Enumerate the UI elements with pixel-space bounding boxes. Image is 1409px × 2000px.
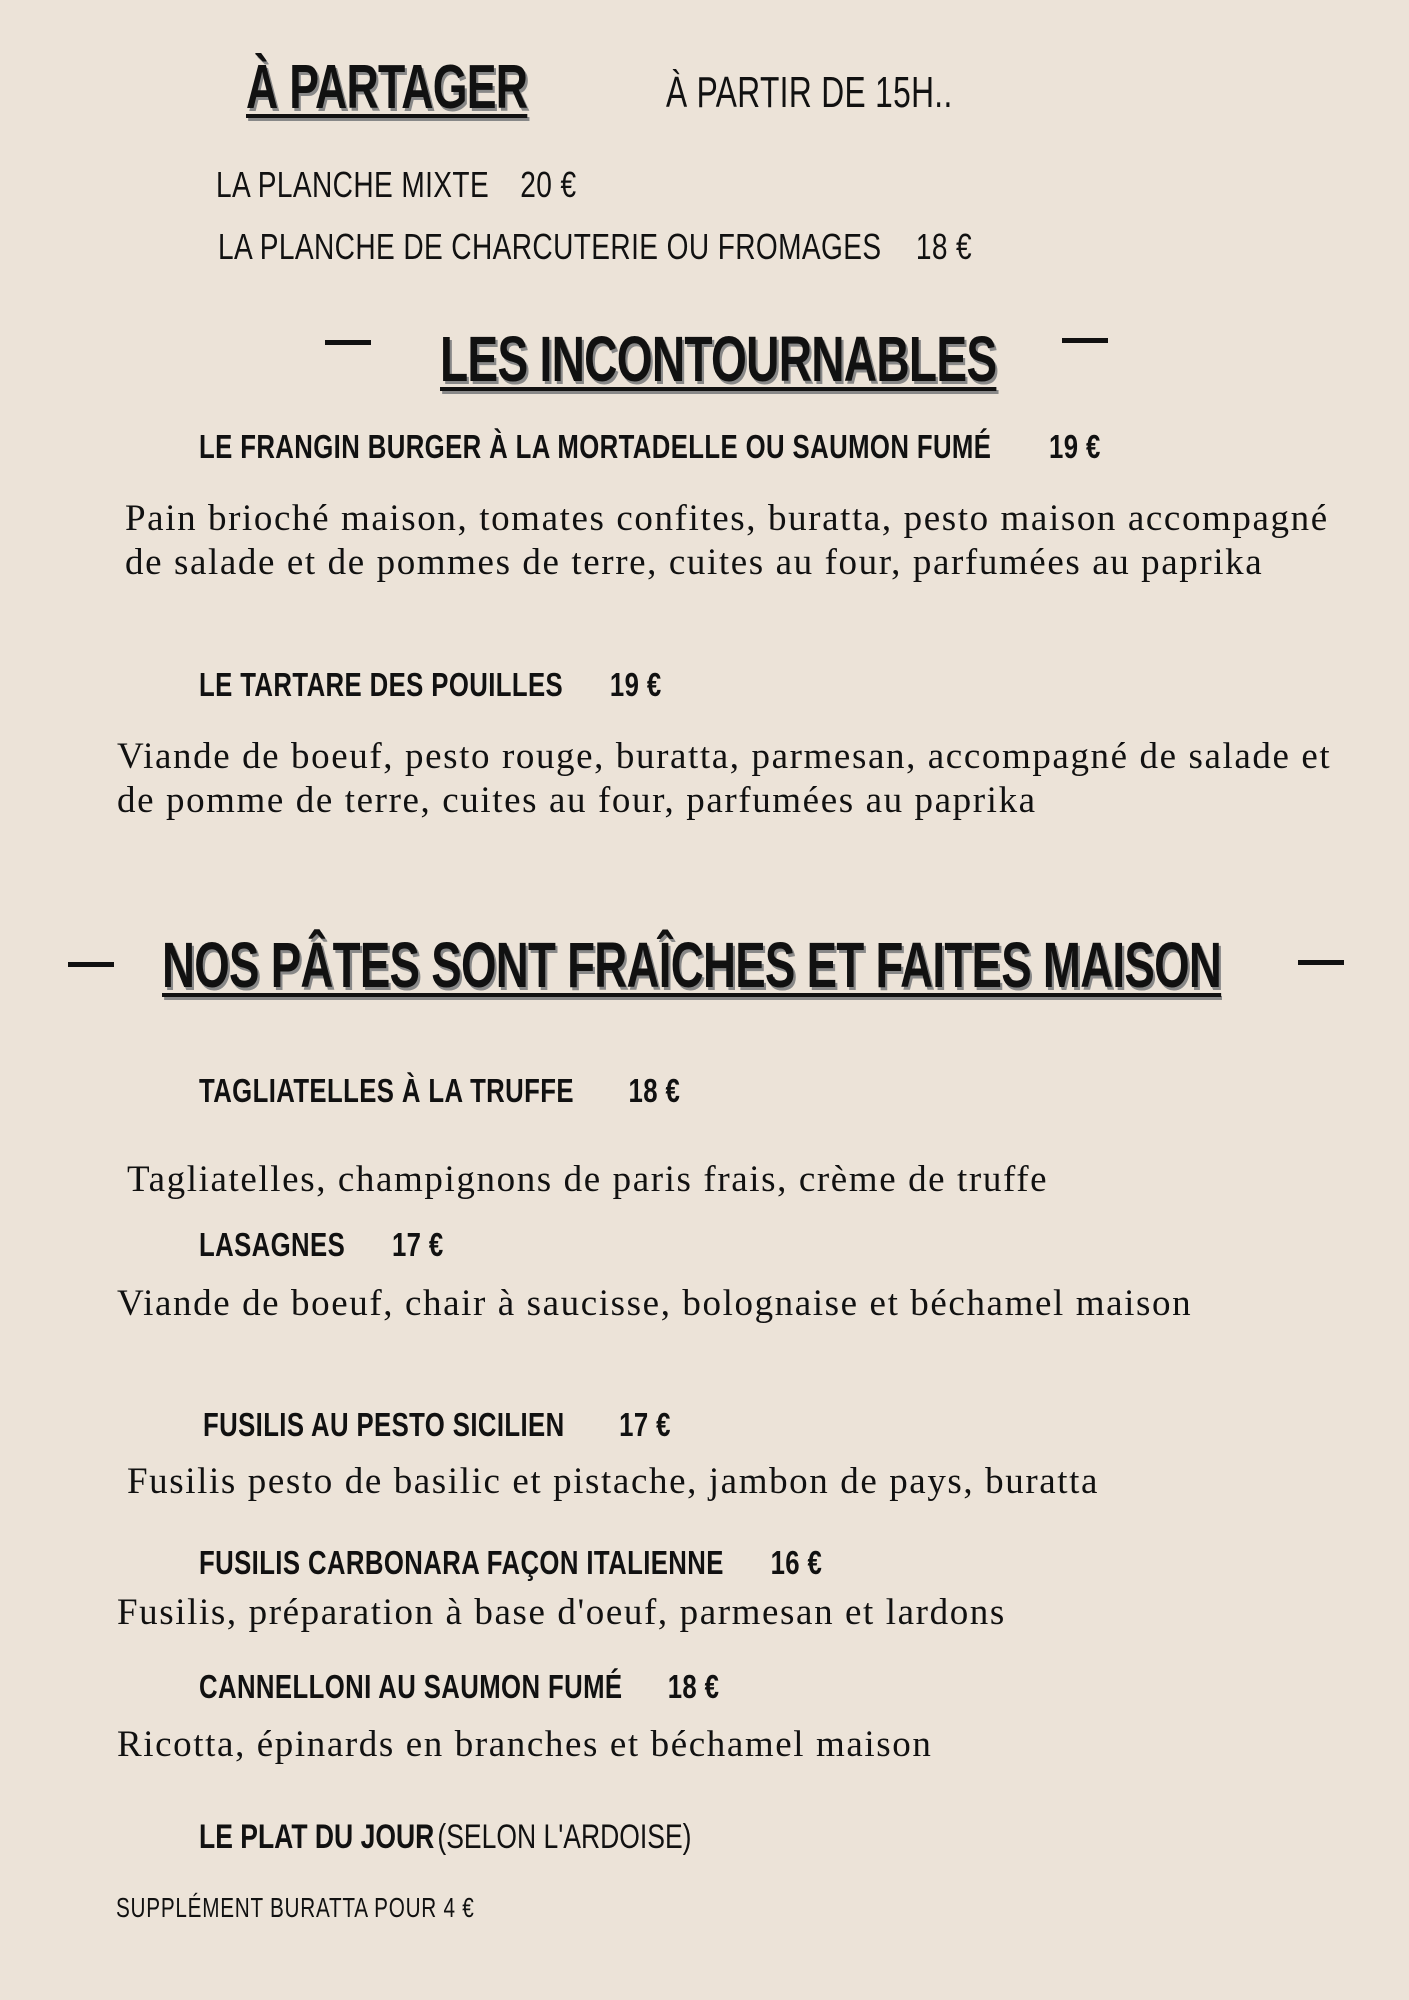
menu-item-title-tagliatelles xyxy=(199,1072,680,1110)
menu-item-description-tagliatelles: Tagliatelles, champignons de paris frais, crème de truffe xyxy=(127,1159,1049,1200)
item-label: LA PLANCHE MIXTE xyxy=(216,164,490,205)
item-price: 17 € xyxy=(619,1406,671,1443)
menu-item-description-lasagnes: Viande de boeuf, chair à saucisse, bolognaise et béchamel maison xyxy=(117,1283,1193,1324)
section-title-pates: NOS PÂTES SONT FRAÎCHES ET FAITES MAISON xyxy=(162,929,1222,1001)
menu-item-title-tartare xyxy=(199,666,662,704)
item-name: LASAGNES xyxy=(199,1226,346,1263)
menu-item-title-fusilis-pesto xyxy=(203,1406,671,1444)
divider-dash-left xyxy=(68,962,114,967)
supplement-note: SUPPLÉMENT BURATTA POUR 4 € xyxy=(116,1892,475,1923)
menu-item-description-tartare: Viande de boeuf, pesto rouge, buratta, parmesan, accompagné de salade et de pomme de terre, cuites au four, parfumées au paprika xyxy=(117,736,1332,821)
item-name: FUSILIS CARBONARA FAÇON ITALIENNE xyxy=(199,1544,724,1581)
section-title-partager: À PARTAGER xyxy=(246,53,528,122)
partager-item-mixte xyxy=(216,164,577,206)
item-name: TAGLIATELLES À LA TRUFFE xyxy=(199,1072,574,1109)
item-name: LE TARTARE DES POUILLES xyxy=(199,666,564,703)
partager-hours-note: À PARTIR DE 15H.. xyxy=(666,68,953,117)
menu-item-description-cannelloni: Ricotta, épinards en branches et béchamel maison xyxy=(117,1724,933,1765)
section-title-incontournables: LES INCONTOURNABLES xyxy=(440,323,997,395)
plat-du-jour xyxy=(199,1818,691,1857)
plat-du-jour-label: LE PLAT DU JOUR xyxy=(199,1818,435,1856)
partager-item-charcuterie xyxy=(218,226,972,268)
item-price: 18 € xyxy=(628,1072,681,1109)
item-name: CANNELLONI AU SAUMON FUMÉ xyxy=(199,1668,623,1705)
item-price: 18 € xyxy=(915,226,973,267)
item-label: LA PLANCHE DE CHARCUTERIE OU FROMAGES xyxy=(218,226,882,267)
item-name: LE FRANGIN BURGER À LA MORTADELLE OU SAUMON FUMÉ xyxy=(199,428,992,465)
item-name: FUSILIS AU PESTO SICILIEN xyxy=(203,1406,565,1443)
menu-item-title-fusilis-carbonara xyxy=(199,1544,822,1582)
plat-du-jour-note: (SELON L'ARDOISE) xyxy=(437,1818,692,1856)
divider-dash-left xyxy=(325,340,371,345)
menu-item-title-burger xyxy=(199,428,1101,466)
item-price: 17 € xyxy=(391,1226,444,1263)
menu-item-description-fusilis-pesto: Fusilis pesto de basilic et pistache, jambon de pays, buratta xyxy=(127,1461,1100,1502)
item-price: 19 € xyxy=(609,666,662,703)
divider-dash-right xyxy=(1062,338,1108,343)
menu-item-description-burger: Pain brioché maison, tomates confites, buratta, pesto maison accompagné de salade et de pommes de terre, cuites au four, parfumées au paprika xyxy=(125,498,1329,583)
item-price: 18 € xyxy=(667,1668,720,1705)
item-price: 20 € xyxy=(520,164,577,205)
menu-item-title-lasagnes xyxy=(199,1226,444,1264)
menu-item-description-fusilis-carbonara: Fusilis, préparation à base d'oeuf, parmesan et lardons xyxy=(117,1592,1006,1633)
item-price: 19 € xyxy=(1049,428,1101,465)
item-price: 16 € xyxy=(770,1544,823,1581)
menu-item-title-cannelloni xyxy=(199,1668,719,1706)
divider-dash-right xyxy=(1298,960,1344,965)
